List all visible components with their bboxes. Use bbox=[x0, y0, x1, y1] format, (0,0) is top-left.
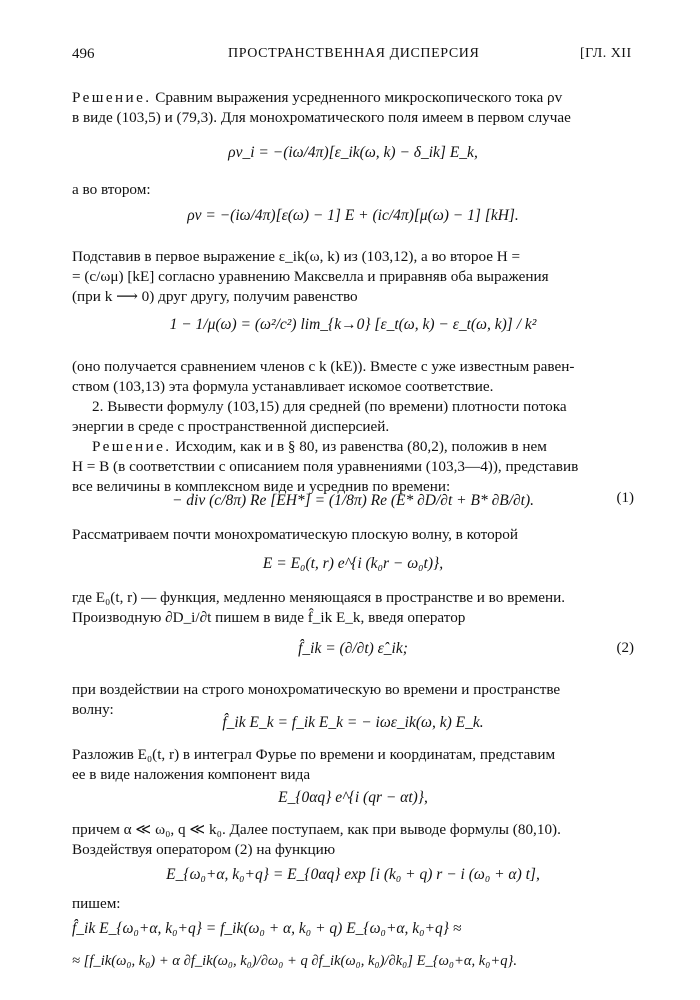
problem2-line2: энергии в среде с пространственной дисперсией. bbox=[72, 418, 390, 435]
equation-9: E_{ω₀+α, k₀+q} = E_{0αq} exp [i (k₀ + q) r − i (ω₀ + α) t], bbox=[166, 866, 540, 883]
paragraph8-line2: Воздействуя оператором (2) на функцию bbox=[72, 841, 336, 858]
solution2-text: Исходим, как и в § 80, из равенства (80,2), положив в нем bbox=[175, 438, 547, 455]
paragraph3-line2: ством (103,13) эта формула устанавливает искомое соответствие. bbox=[72, 378, 494, 395]
paragraph4: Рассматриваем почти монохроматическую плоскую волну, в которой bbox=[72, 526, 518, 543]
paragraph7-line1: Разложив E₀(t, r) в интеграл Фурье по времени и координатам, представим bbox=[72, 746, 556, 763]
solution1-word: Решение. bbox=[72, 89, 152, 106]
solution1-line2: в виде (103,5) и (79,3). Для монохроматического поля имеем в первом случае bbox=[72, 109, 571, 126]
paragraph5-line1: где E₀(t, r) — функция, медленно меняющаяся в пространстве и во времени. bbox=[72, 589, 566, 606]
solution2-line1 bbox=[72, 437, 634, 457]
paragraph5-line2: Производную ∂D_i/∂t пишем в виде f̂_ik E_k, введя оператор bbox=[72, 609, 466, 626]
paragraph9: пишем: bbox=[72, 895, 121, 912]
paragraph8-line1: причем α ≪ ω₀, q ≪ k₀. Далее поступаем, как при выводе формулы (80,10). bbox=[72, 821, 561, 838]
solution2-line2: H = B (в соответствии с описанием поля уравнениями (103,3—4)), представив bbox=[72, 458, 579, 475]
equation-4 bbox=[72, 486, 634, 516]
equation-10-line2: ≈ [f_ik(ω₀, k₀) + α ∂f_ik(ω₀, k₀)/∂ω₀ + q ∂f_ik(ω₀, k₀)/∂k₀] E_{ω₀+α, k₀+q}. bbox=[72, 953, 517, 969]
paragraph2-line2: = (c/ωμ) [kE] согласно уравнению Максвелла и приравняв оба выражения bbox=[72, 268, 549, 285]
equation-5: E = E₀(t, r) e^{i (k₀r − ω₀t)}, bbox=[262, 555, 444, 572]
solution1-text-a: Сравним выражения усредненного микроскопического тока ρv bbox=[155, 89, 563, 106]
equation-4-body: − div (c/8π) Re [EH*] = (1/8π) Re (E* ∂D/∂t + B* ∂B/∂t). bbox=[171, 492, 535, 509]
equation-3: 1 − 1/μ(ω) = (ω²/c²) lim_{k→0} [ε_t(ω, k) − ε_t(ω, k)] / k² bbox=[169, 316, 537, 333]
equation-6: f̂_ik = (∂/∂t) ε̂_ik; bbox=[298, 640, 408, 657]
paragraph7-line2: ее в виде наложения компонент вида bbox=[72, 766, 311, 783]
solution2-word: Решение. bbox=[92, 438, 172, 455]
paragraph2-line3: (при k ⟶ 0) друг другу, получим равенство bbox=[72, 288, 358, 305]
equation-8: E_{0αq} e^{i (qr − αt)}, bbox=[278, 789, 428, 806]
equation-7: f̂_ik E_k = f_ik E_k = − iωε_ik(ω, k) E_k. bbox=[222, 714, 484, 731]
equation-10-line1: f̂_ik E_{ω₀+α, k₀+q} = f_ik(ω₀ + α, k₀ + q) E_{ω₀+α, k₀+q} ≈ bbox=[72, 920, 462, 937]
solution2-line3: все величины в комплексном виде и усреднив по времени: bbox=[72, 478, 451, 495]
paragraph2-line1: Подставив в первое выражение ε_ik(ω, k) из (103,12), а во второе H = bbox=[72, 248, 521, 265]
solution1-line1 bbox=[72, 88, 634, 108]
and-second-text: а во втором: bbox=[72, 181, 151, 198]
page-number: 496 bbox=[72, 46, 95, 62]
equation-6-number: (2) bbox=[616, 640, 634, 656]
problem2-line1: 2. Вывести формулу (103,15) для средней (по времени) плотности потока bbox=[92, 398, 567, 415]
equation-2: ρv = −(iω/4π)[ε(ω) − 1] E + (ic/4π)[μ(ω) − 1] [kH]. bbox=[187, 207, 519, 224]
chapter-label: [ГЛ. XII bbox=[580, 46, 632, 61]
equation-1: ρv_i = −(iω/4π)[ε_ik(ω, k) − δ_ik] E_k, bbox=[228, 144, 478, 161]
paragraph3-line1: (оно получается сравнением членов с k (kE)). Вместе с уже известным равен- bbox=[72, 358, 575, 375]
paragraph6-line1: при воздействии на строго монохроматическую во времени и пространстве bbox=[72, 681, 561, 698]
paragraph6-line2: волну: bbox=[72, 701, 114, 718]
running-title: ПРОСТРАНСТВЕННАЯ ДИСПЕРСИЯ bbox=[228, 46, 480, 61]
equation-4-number: (1) bbox=[616, 490, 634, 506]
